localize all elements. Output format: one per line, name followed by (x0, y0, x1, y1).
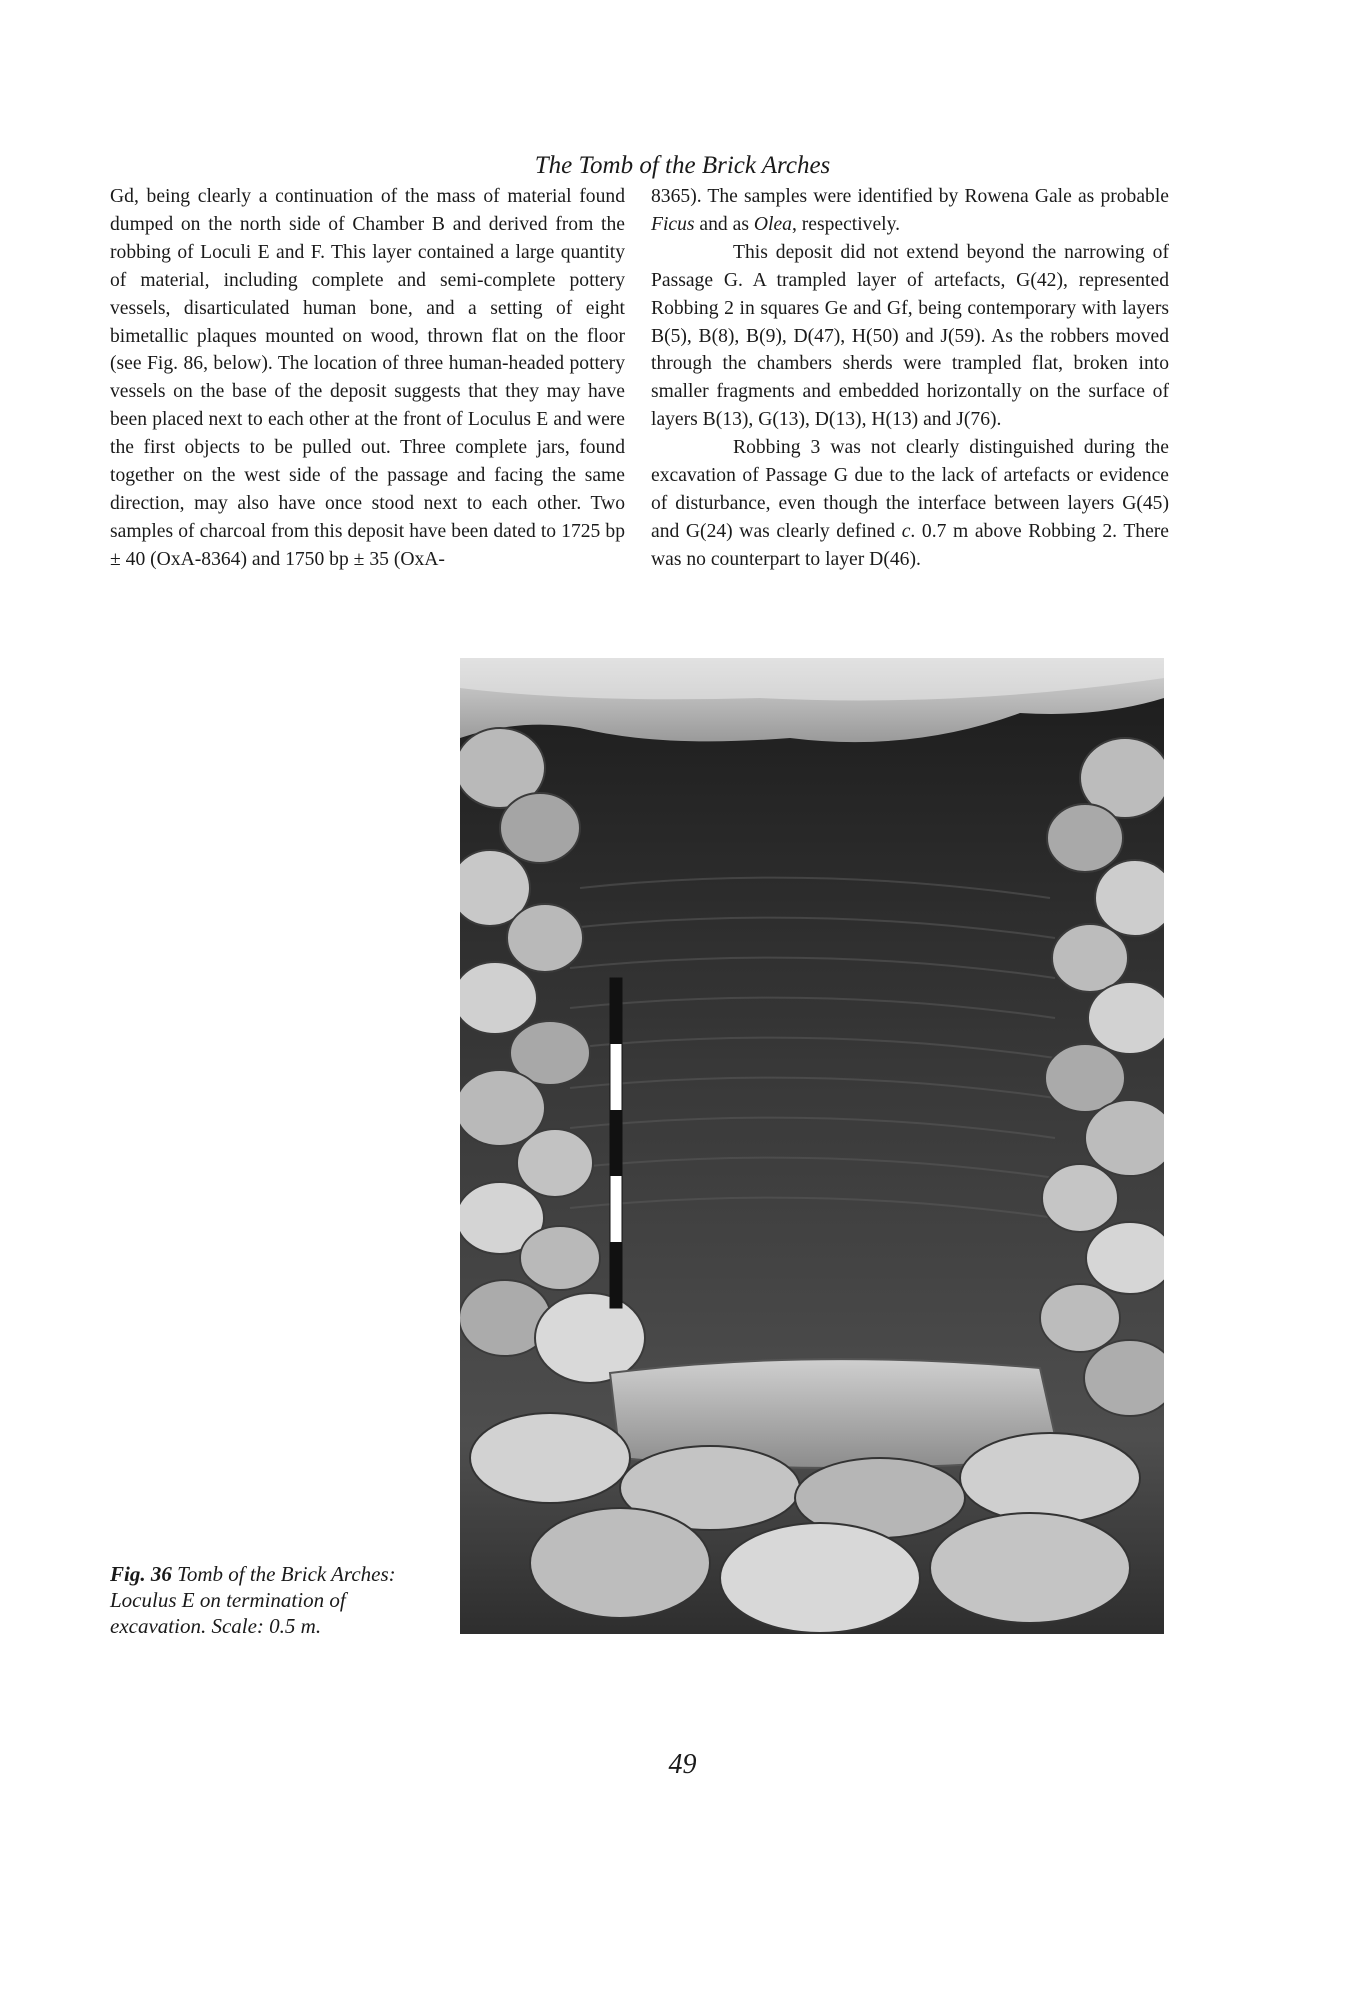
text-run: Robbing 3 was not clearly distinguished during the excavation of Passage G due to the lack of artefacts or evidence of disturbance, even though the interface between layers G(45) and G(24) was clearly defined (651, 437, 1169, 542)
taxon-olea: Olea (753, 213, 792, 235)
text-run: . 0.7 m above Robbing 2. There was no counterpart to layer D(46). (651, 520, 1170, 570)
circa-abbrev: c (901, 520, 911, 542)
text-run: 8365). The samples were identified by Rowena Gale as probable (651, 186, 1169, 207)
loculus-photo-illustration (460, 658, 1164, 1634)
running-title: The Tomb of the Brick Arches (534, 152, 831, 179)
body-paragraph: Gd, being clearly a continuation of the mass of material found dumped on the north side of Chamber B and derived from the robbing of Loculi E and F. This layer contained a large quantity of material, including complete and semi-complete pottery vessels, disarticulated human bone, and a setting of eight bimetallic plaques mounted on wood, thrown flat on the floor (see Fig. 86, below). The location of three human-headed pottery vessels on the base of the deposit suggests that they may have been placed next to each other at the front of Loculus E and were the first objects to be pulled out. Three complete jars, found together on the west side of the passage and facing the same direction, may also have once stood next to each other. Two samples of charcoal from this deposit have been dated to 1725 bp ± 40 (OxA-8364) and 1750 bp ± 35 (OxA- (110, 186, 625, 570)
text-run: , respectively. (791, 213, 901, 235)
scale-bar (610, 978, 622, 1308)
body-paragraph: This deposit did not extend beyond the narrowing of Passage G. A trampled layer of artefacts, G(42), represented Robbing 2 in squares Ge and Gf, being contemporary with layers B(5), B(8), B(9), D(47), H(50) and J(59). As the robbers moved through the chambers sherds were trampled flat, broken into smaller fragments and embedded horizontally on the surface of layers B(13), G(13), D(13), H(13) and J(76). (651, 241, 1169, 431)
page-number: 49 (668, 1749, 697, 1780)
figure-label: Fig. 36 (110, 1562, 172, 1586)
right-column (651, 183, 1169, 574)
left-column (110, 183, 625, 574)
figure-caption (110, 1561, 440, 1639)
body-paragraph (651, 434, 1169, 574)
taxon-ficus: Ficus (651, 213, 695, 235)
text-run: and as (694, 213, 754, 235)
body-paragraph (651, 183, 1169, 239)
excavation-photo (460, 658, 1164, 1634)
figure-caption-text: Tomb of the Brick Arches: Loculus E on termination of excavation. Scale: 0.5 m. (110, 1562, 396, 1638)
